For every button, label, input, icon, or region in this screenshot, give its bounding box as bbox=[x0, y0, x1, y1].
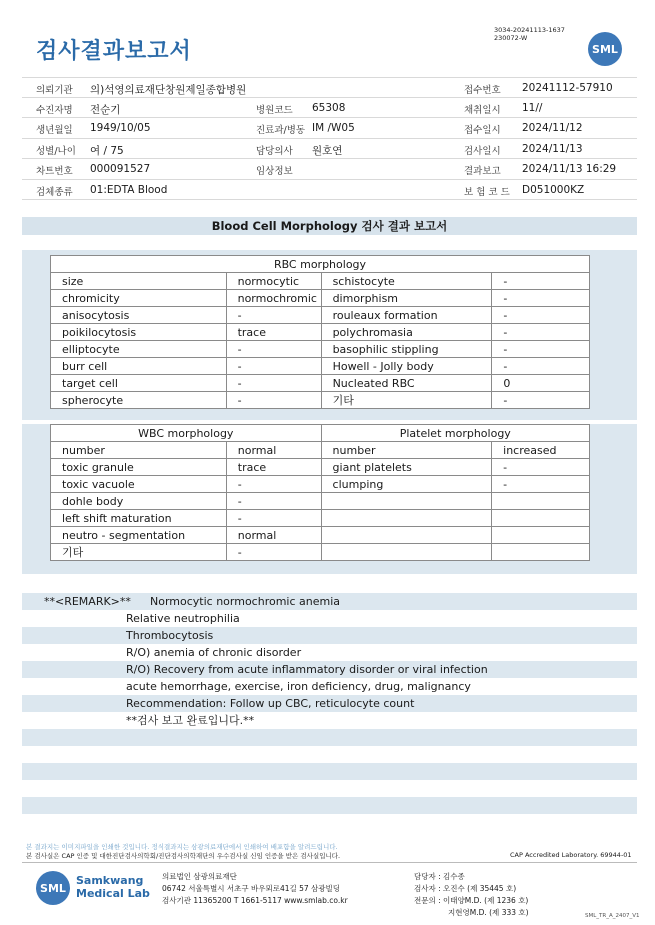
table-cell: - bbox=[226, 375, 321, 392]
table-cell: - bbox=[492, 341, 590, 358]
table-cell: - bbox=[226, 358, 321, 375]
footer-divider bbox=[22, 862, 637, 863]
info-label: 접수번호 bbox=[464, 85, 501, 96]
table-cell: - bbox=[226, 341, 321, 358]
info-value: 2024/11/13 16:29 bbox=[522, 163, 617, 175]
table-cell: dimorphism bbox=[321, 290, 492, 307]
table-cell: polychromasia bbox=[321, 324, 492, 341]
table-cell bbox=[321, 527, 492, 544]
table-cell: - bbox=[492, 476, 590, 493]
info-value: 1949/10/05 bbox=[90, 122, 151, 134]
info-row bbox=[22, 159, 637, 180]
table-cell: number bbox=[51, 442, 227, 459]
section-title: Blood Cell Morphology 검사 결과 보고서 bbox=[22, 217, 637, 235]
info-row bbox=[22, 180, 637, 201]
table-cell bbox=[321, 510, 492, 527]
info-label: 진료과/병동 bbox=[256, 125, 306, 136]
table-cell: - bbox=[226, 476, 321, 493]
table-cell: size bbox=[51, 273, 227, 290]
remark-line: **검사 보고 완료입니다.** bbox=[126, 714, 255, 727]
remark-line: acute hemorrhage, exercise, iron deficiency, drug, malignancy bbox=[126, 680, 471, 693]
table-cell: rouleaux formation bbox=[321, 307, 492, 324]
table-cell: burr cell bbox=[51, 358, 227, 375]
info-label: 결과보고 bbox=[464, 166, 501, 177]
form-code: SML_TR_A_2407_V1 bbox=[585, 913, 640, 919]
table-cell: - bbox=[492, 307, 590, 324]
remark-line: Normocytic normochromic anemia bbox=[150, 595, 341, 608]
table-cell: normochromic bbox=[226, 290, 321, 307]
info-value: IM /W05 bbox=[312, 122, 355, 134]
table-cell: dohle body bbox=[51, 493, 227, 510]
table-cell: Nucleated RBC bbox=[321, 375, 492, 392]
table-row bbox=[51, 341, 590, 358]
info-value: 11// bbox=[522, 101, 543, 114]
stripe-bg bbox=[22, 627, 637, 644]
table-row bbox=[51, 510, 590, 527]
table-row bbox=[51, 375, 590, 392]
info-value: D051000KZ bbox=[522, 183, 585, 196]
table-cell bbox=[492, 510, 590, 527]
table-cell: clumping bbox=[321, 476, 492, 493]
table-cell bbox=[321, 544, 492, 561]
table-row bbox=[51, 273, 590, 290]
stripe-bg bbox=[22, 763, 637, 780]
table-cell: elliptocyte bbox=[51, 341, 227, 358]
table-cell: target cell bbox=[51, 375, 227, 392]
table-cell: - bbox=[226, 510, 321, 527]
table-cell: 기타 bbox=[321, 392, 492, 409]
table-row bbox=[51, 392, 590, 409]
table-row bbox=[51, 358, 590, 375]
table-cell: normocytic bbox=[226, 273, 321, 290]
info-row bbox=[22, 118, 637, 139]
info-label: 검사일시 bbox=[464, 145, 501, 157]
sml-logo: SML bbox=[36, 871, 70, 905]
info-label: 채취일시 bbox=[464, 104, 501, 116]
remark-line: Thrombocytosis bbox=[126, 629, 214, 642]
table-cell: giant platelets bbox=[321, 459, 492, 476]
stripe-bg bbox=[22, 797, 637, 814]
info-value: 01:EDTA Blood bbox=[90, 183, 168, 196]
document-id: 3034-20241113-1637 230072-W bbox=[494, 26, 565, 42]
table-cell bbox=[492, 544, 590, 561]
footer-brand: Samkwang Medical Lab bbox=[76, 874, 150, 900]
info-row bbox=[22, 139, 637, 160]
info-label: 성별/나이 bbox=[36, 145, 76, 157]
table-cell: 기타 bbox=[51, 544, 227, 561]
table-cell: - bbox=[492, 290, 590, 307]
info-value: 원호연 bbox=[312, 144, 343, 157]
info-label: 병원코드 bbox=[256, 104, 293, 116]
info-value: 000091527 bbox=[90, 163, 151, 175]
info-label: 접수일시 bbox=[464, 125, 501, 136]
table-row bbox=[51, 493, 590, 510]
table-cell: - bbox=[226, 392, 321, 409]
info-value: 2024/11/13 bbox=[522, 142, 583, 155]
table-row bbox=[51, 476, 590, 493]
info-value: 65308 bbox=[312, 101, 346, 114]
table-cell: - bbox=[492, 324, 590, 341]
platelet-header: Platelet morphology bbox=[321, 425, 589, 442]
remark-label: **<REMARK>** bbox=[44, 595, 131, 608]
info-row bbox=[22, 77, 637, 98]
info-value: 의)석영의료재단창원제일종합병원 bbox=[90, 84, 247, 96]
table-cell: toxic vacuole bbox=[51, 476, 227, 493]
info-label: 보 험 코 드 bbox=[464, 186, 510, 198]
rbc-morphology-table bbox=[50, 255, 590, 409]
table-cell bbox=[492, 527, 590, 544]
table-cell: neutro - segmentation bbox=[51, 527, 227, 544]
table-cell: trace bbox=[226, 324, 321, 341]
info-label: 임상정보 bbox=[256, 166, 293, 177]
info-label: 차트번호 bbox=[36, 166, 73, 177]
table-cell: poikilocytosis bbox=[51, 324, 227, 341]
rbc-header: RBC morphology bbox=[51, 256, 590, 273]
footer-note: 본 검사실은 CAP 인증 및 대한진단검사의학회/진단검사의학재단의 우수검사실 신임 인증을 받은 검사실입니다. bbox=[26, 852, 341, 860]
table-cell: toxic granule bbox=[51, 459, 227, 476]
footer-address: 의료법인 삼광의료재단 06742 서울특별시 서초구 바우뫼로41길 57 삼광빌딩 검사기관 11365200 T 1661-5117 www.smlab.co.kr bbox=[162, 872, 348, 905]
table-cell: - bbox=[492, 358, 590, 375]
info-label: 검체종류 bbox=[36, 186, 73, 198]
patient-info-table bbox=[22, 77, 637, 200]
table-cell: - bbox=[492, 392, 590, 409]
table-cell: normal bbox=[226, 442, 321, 459]
table-cell: Howell - Jolly body bbox=[321, 358, 492, 375]
table-cell: 0 bbox=[492, 375, 590, 392]
footer-signatures: 담당자 : 김수종 검사자 : 오진수 (제 35445 호) 전문의 : 이태양M.D. (제 1236 호) 지현영M.D. (제 333 호) bbox=[414, 872, 529, 917]
wbc-header: WBC morphology bbox=[51, 425, 322, 442]
info-value: 20241112-57910 bbox=[522, 82, 613, 94]
table-row bbox=[51, 442, 590, 459]
info-label: 담당의사 bbox=[256, 145, 293, 157]
stripe-bg bbox=[22, 729, 637, 746]
table-cell: left shift maturation bbox=[51, 510, 227, 527]
info-value: 여 / 75 bbox=[90, 144, 124, 157]
remark-line: Relative neutrophilia bbox=[126, 612, 240, 625]
table-cell: trace bbox=[226, 459, 321, 476]
table-cell: - bbox=[226, 307, 321, 324]
table-row bbox=[51, 459, 590, 476]
table-cell bbox=[492, 493, 590, 510]
table-cell: increased bbox=[492, 442, 590, 459]
table-cell: anisocytosis bbox=[51, 307, 227, 324]
table-cell: - bbox=[226, 544, 321, 561]
table-cell: basophilic stippling bbox=[321, 341, 492, 358]
info-label: 생년월일 bbox=[36, 125, 73, 136]
table-cell: schistocyte bbox=[321, 273, 492, 290]
cap-accreditation: CAP Accredited Laboratory. 69944-01 bbox=[510, 851, 632, 859]
table-cell: - bbox=[492, 273, 590, 290]
info-value: 2024/11/12 bbox=[522, 122, 583, 134]
table-row bbox=[51, 544, 590, 561]
table-cell bbox=[321, 493, 492, 510]
table-cell: spherocyte bbox=[51, 392, 227, 409]
info-row bbox=[22, 98, 637, 119]
info-label: 수진자명 bbox=[36, 104, 73, 116]
sml-logo: SML bbox=[588, 32, 622, 66]
info-label: 의뢰기관 bbox=[36, 85, 73, 96]
info-value: 전순기 bbox=[90, 103, 121, 116]
report-title: 검사결과보고서 bbox=[36, 39, 192, 64]
table-row bbox=[51, 307, 590, 324]
table-cell: number bbox=[321, 442, 492, 459]
table-cell: - bbox=[226, 493, 321, 510]
table-cell: - bbox=[492, 459, 590, 476]
remark-line: R/O) Recovery from acute inflammatory disorder or viral infection bbox=[126, 663, 488, 676]
remark-line: R/O) anemia of chronic disorder bbox=[126, 646, 302, 659]
table-row bbox=[51, 324, 590, 341]
footer-note: 본 결과지는 이미지파일을 인쇄한 것입니다. 정식결과지는 삼광의료재단에서 인쇄하여 배포함을 알려드립니다. bbox=[26, 843, 338, 851]
table-row bbox=[51, 290, 590, 307]
remark-line: Recommendation: Follow up CBC, reticulocyte count bbox=[126, 697, 415, 710]
table-cell: normal bbox=[226, 527, 321, 544]
table-cell: chromicity bbox=[51, 290, 227, 307]
table-row bbox=[51, 527, 590, 544]
wbc-platelet-table bbox=[50, 424, 590, 561]
